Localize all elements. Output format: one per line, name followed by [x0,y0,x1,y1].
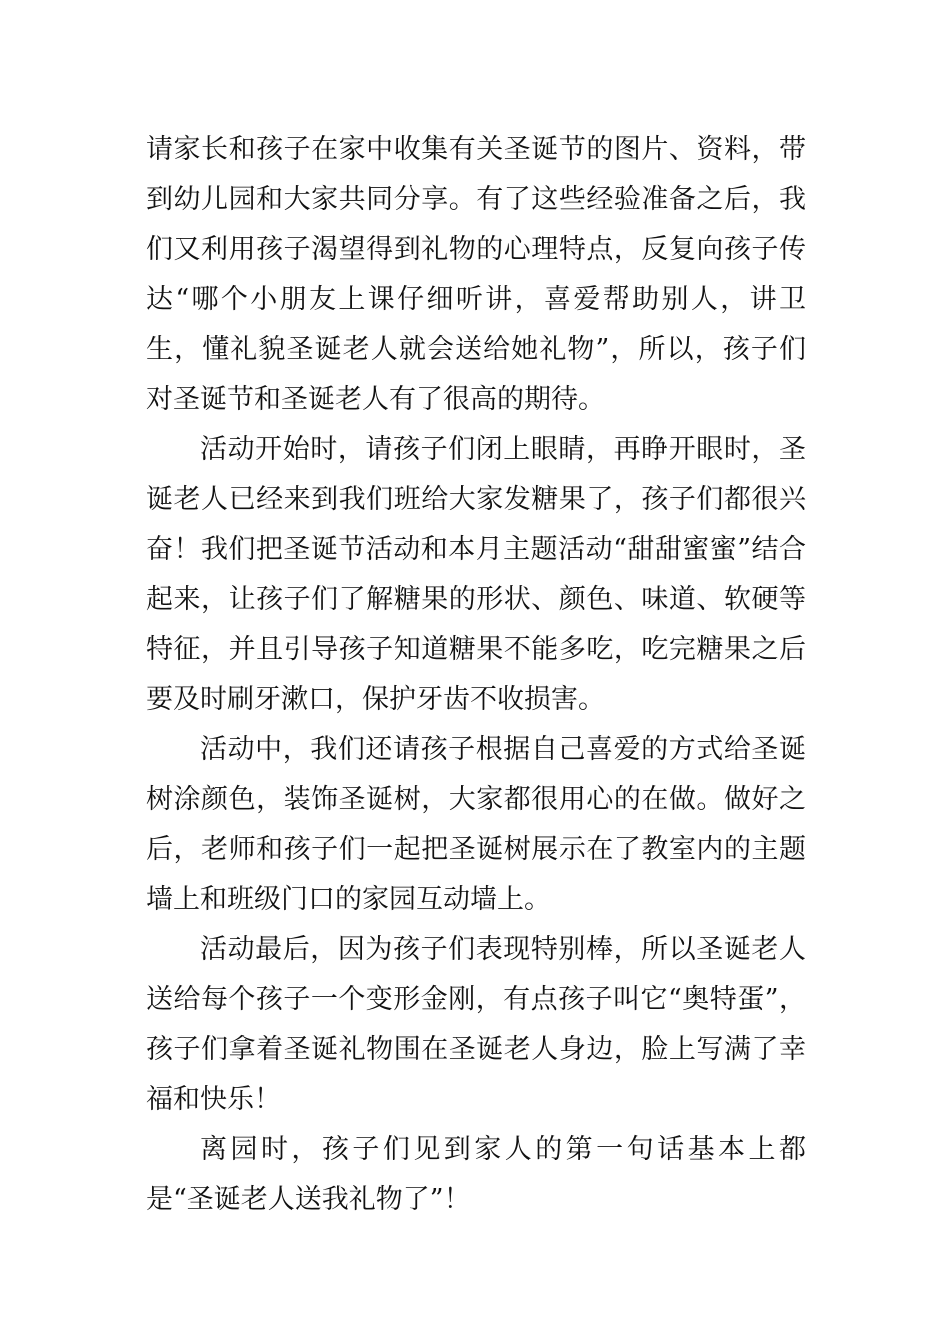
paragraph-4: 活动最后，因为孩子们表现特别棒，所以圣诞老人送给每个孩子一个变形金刚，有点孩子叫它“奥特蛋”，孩子们拿着圣诞礼物围在圣诞老人身边，脸上写满了幸福和快乐！ [146,934,806,1115]
paragraph-1: 请家长和孩子在家中收集有关圣诞节的图片、资料，带到幼儿园和大家共同分享。有了这些经验准备之后，我们又利用孩子渴望得到礼物的心理特点，反复向孩子传达“哪个小朋友上课仔细听讲，喜爱帮助别人，讲卫生，懂礼貌圣诞老人就会送给她礼物”，所以，孩子们对圣诞节和圣诞老人有了很高的期待。 [146,134,806,415]
paragraph-3: 活动中，我们还请孩子根据自己喜爱的方式给圣诞树涂颜色，装饰圣诞树，大家都很用心的在做。做好之后，老师和孩子们一起把圣诞树展示在了教室内的主题墙上和班级门口的家园互动墙上。 [146,734,806,915]
paragraph-5: 离园时，孩子们见到家人的第一句话基本上都是“圣诞老人送我礼物了”！ [146,1134,806,1215]
paragraph-2: 活动开始时，请孩子们闭上眼睛，再睁开眼时，圣诞老人已经来到我们班给大家发糖果了，孩子们都很兴奋！我们把圣诞节活动和本月主题活动“甜甜蜜蜜”结合起来，让孩子们了解糖果的形状、颜色、味道、软硬等特征，并且引导孩子知道糖果不能多吃，吃完糖果之后要及时刷牙漱口，保护牙齿不收损害。 [146,434,806,715]
document-body [146,125,806,1225]
